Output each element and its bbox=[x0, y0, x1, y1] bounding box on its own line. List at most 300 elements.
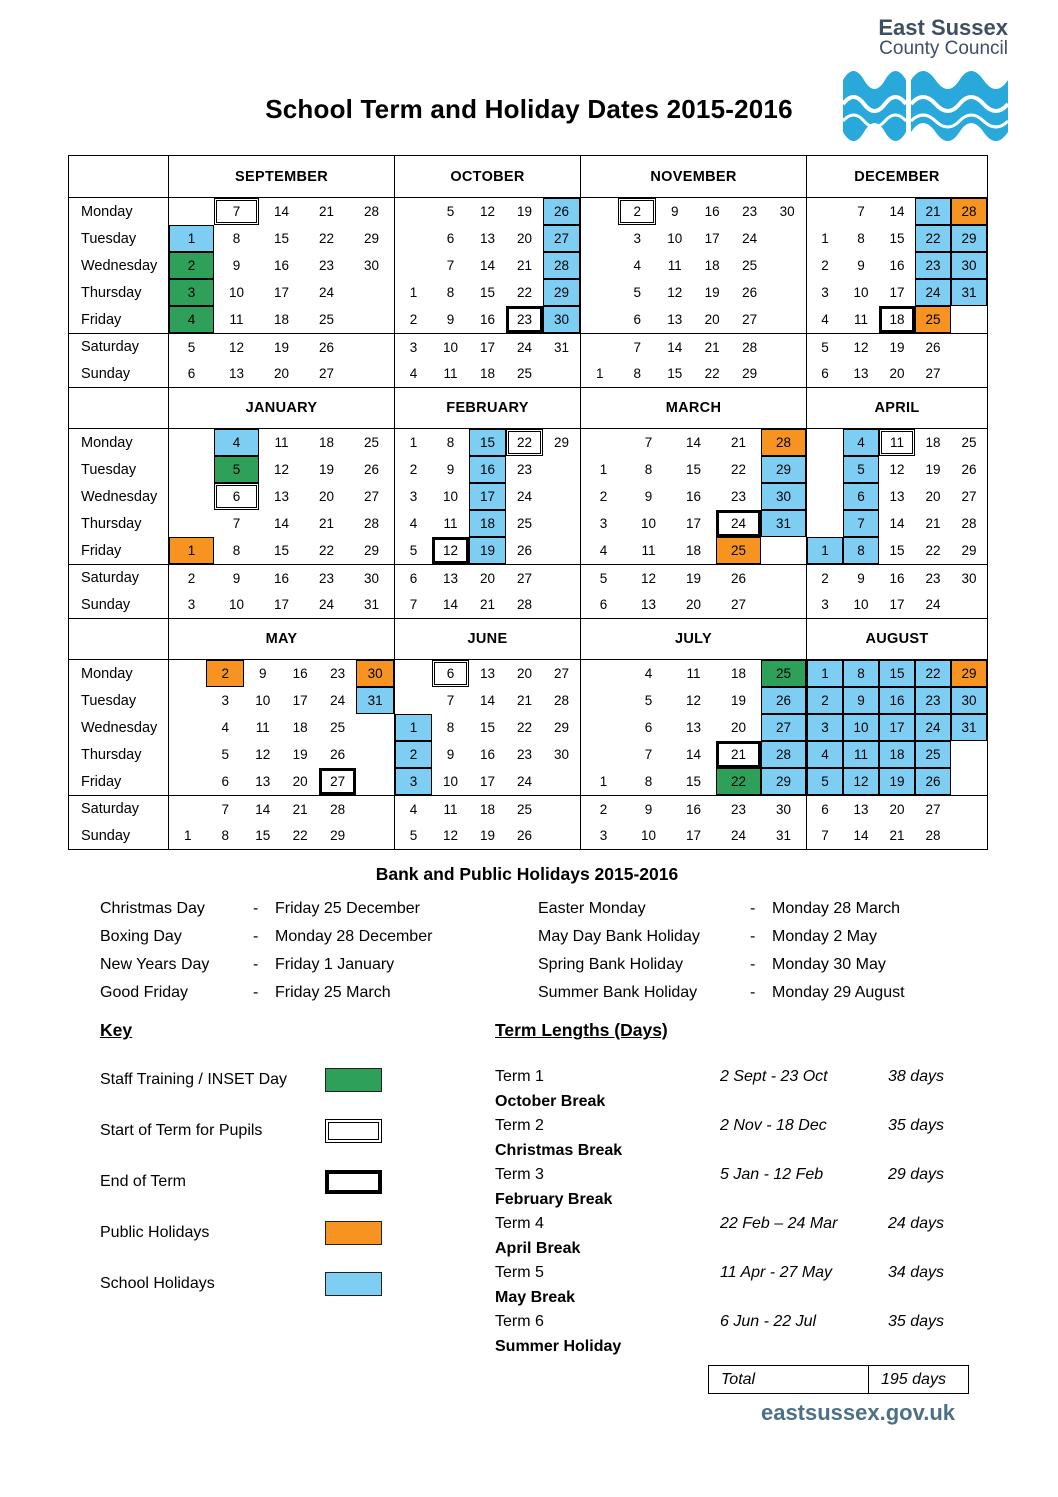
month-week-cells bbox=[581, 565, 807, 591]
calendar-day: 30 bbox=[356, 660, 393, 687]
calendar-day: 18 bbox=[479, 801, 496, 817]
calendar-day: 7 bbox=[232, 516, 241, 531]
calendar-day: 10 bbox=[853, 285, 869, 300]
key-item bbox=[100, 1067, 440, 1093]
calendar-day: 10 bbox=[667, 231, 683, 246]
calendar-day: 29 bbox=[742, 366, 758, 381]
calendar-day: 24 bbox=[730, 828, 747, 843]
month-week-cells bbox=[581, 687, 807, 714]
bank-holiday-name: Christmas Day bbox=[100, 900, 205, 917]
calendar-day: 8 bbox=[446, 285, 455, 300]
school-holiday-swatch bbox=[325, 1272, 382, 1296]
calendar-day: 24 bbox=[716, 510, 761, 537]
footer-url[interactable]: eastsussex.gov.uk bbox=[760, 1400, 955, 1425]
calendar-day-empty bbox=[807, 483, 843, 510]
calendar-day: 3 bbox=[821, 285, 829, 300]
calendar-day: 7 bbox=[221, 801, 229, 817]
calendar-day: 17 bbox=[273, 597, 290, 612]
calendar-day: 30 bbox=[363, 570, 380, 586]
bank-holiday-date: Monday 2 May bbox=[772, 928, 877, 945]
calendar-day-empty bbox=[768, 279, 805, 306]
calendar-day-empty bbox=[581, 714, 626, 741]
calendar-day-empty bbox=[543, 360, 580, 387]
calendar-day: 20 bbox=[925, 489, 941, 504]
calendar-day: 23 bbox=[318, 570, 335, 586]
calendar-day: 17 bbox=[685, 516, 702, 531]
calendar-day: 4 bbox=[409, 366, 418, 381]
calendar-day-empty bbox=[356, 768, 393, 795]
calendar-day: 14 bbox=[273, 204, 290, 219]
bank-holiday-row bbox=[538, 895, 986, 923]
day-row-label: Wednesday bbox=[69, 252, 169, 279]
calendar-day: 30 bbox=[553, 747, 570, 762]
day-row-label: Saturday bbox=[69, 334, 169, 360]
calendar-row bbox=[69, 822, 987, 849]
calendar-day: 19 bbox=[469, 537, 506, 564]
calendar-day-empty bbox=[768, 306, 805, 333]
month-week-cells bbox=[807, 687, 987, 714]
calendar-day: 1 bbox=[807, 660, 843, 687]
month-week-cells bbox=[581, 768, 807, 795]
month-week-cells bbox=[581, 483, 807, 510]
term-row bbox=[495, 1065, 975, 1090]
calendar-day: 25 bbox=[318, 312, 335, 327]
calendar-day: 7 bbox=[857, 204, 865, 219]
calendar-day-empty bbox=[169, 741, 206, 768]
calendar-day: 18 bbox=[273, 312, 290, 327]
calendar-day: 29 bbox=[330, 828, 346, 843]
calendar-row bbox=[69, 591, 987, 618]
calendar-day: 5 bbox=[446, 204, 455, 219]
calendar-day: 19 bbox=[479, 828, 496, 843]
month-week-cells bbox=[807, 591, 987, 618]
calendar-day: 23 bbox=[915, 687, 951, 714]
calendar-day: 2 bbox=[409, 462, 418, 477]
bank-holiday-name: Spring Bank Holiday bbox=[538, 956, 683, 973]
month-week-cells bbox=[395, 687, 581, 714]
calendar-day: 22 bbox=[318, 543, 335, 558]
month-week-cells bbox=[169, 796, 395, 822]
calendar-day: 25 bbox=[742, 258, 758, 273]
calendar-day: 3 bbox=[395, 768, 432, 795]
calendar-day: 10 bbox=[442, 774, 459, 789]
calendar-day: 19 bbox=[318, 462, 335, 477]
calendar-day: 22 bbox=[506, 429, 543, 456]
calendar-row bbox=[69, 456, 987, 483]
calendar-day: 23 bbox=[742, 204, 758, 219]
term-day-count: 34 days bbox=[888, 1264, 945, 1282]
calendar-row bbox=[69, 279, 987, 306]
calendar-day: 8 bbox=[857, 231, 865, 246]
key-item-label: School Holidays bbox=[100, 1275, 215, 1292]
calendar-day-empty bbox=[807, 429, 843, 456]
month-week-cells bbox=[581, 306, 807, 333]
calendar-day: 6 bbox=[843, 483, 879, 510]
term-date-range: 5 Jan - 12 Feb bbox=[720, 1166, 824, 1184]
calendar-day: 14 bbox=[889, 204, 905, 219]
calendar-day: 3 bbox=[821, 597, 829, 612]
month-week-cells bbox=[169, 306, 395, 333]
calendar-day: 15 bbox=[479, 720, 496, 735]
bank-holidays-left-column bbox=[100, 895, 506, 1007]
bank-holiday-name: Good Friday bbox=[100, 984, 189, 1001]
calendar-day: 14 bbox=[685, 747, 702, 762]
month-week-cells bbox=[169, 537, 395, 564]
bank-holiday-row bbox=[100, 923, 506, 951]
logo-name-line1: East Sussex bbox=[878, 15, 1008, 40]
calendar-day: 10 bbox=[853, 597, 869, 612]
calendar-day: 21 bbox=[292, 801, 308, 817]
key-item bbox=[100, 1118, 440, 1144]
month-week-cells bbox=[807, 660, 987, 687]
calendar-day: 11 bbox=[879, 429, 915, 456]
calendar-day: 23 bbox=[330, 666, 346, 681]
calendar-day: 19 bbox=[730, 693, 747, 708]
calendar-group-header bbox=[69, 618, 987, 660]
calendar-day: 13 bbox=[273, 489, 290, 504]
calendar-day: 16 bbox=[704, 204, 720, 219]
calendar-day: 11 bbox=[255, 720, 270, 735]
calendar-day: 12 bbox=[889, 462, 905, 477]
month-week-cells bbox=[169, 429, 395, 456]
calendar-day: 25 bbox=[516, 801, 533, 817]
calendar-day: 29 bbox=[543, 279, 580, 306]
day-row-label: Friday bbox=[69, 537, 169, 564]
calendar-day: 27 bbox=[742, 312, 758, 327]
calendar-day: 15 bbox=[469, 429, 506, 456]
calendar-row bbox=[69, 537, 987, 564]
calendar-day: 19 bbox=[685, 570, 702, 586]
calendar-day: 15 bbox=[273, 231, 290, 246]
key-item bbox=[100, 1220, 440, 1246]
term-date-range: 6 Jun - 22 Jul bbox=[720, 1313, 817, 1331]
month-week-cells bbox=[169, 565, 395, 591]
month-week-cells bbox=[581, 225, 807, 252]
calendar-day: 25 bbox=[330, 720, 346, 735]
calendar-day: 31 bbox=[775, 828, 792, 843]
term-lengths-rows bbox=[495, 1065, 975, 1359]
calendar-day: 14 bbox=[853, 828, 869, 843]
month-week-cells bbox=[169, 768, 395, 795]
calendar-day: 24 bbox=[915, 714, 951, 741]
calendar-day: 4 bbox=[843, 429, 879, 456]
calendar-day: 1 bbox=[169, 537, 214, 564]
calendar-row bbox=[69, 768, 987, 795]
calendar-day: 30 bbox=[761, 483, 806, 510]
calendar-day: 4 bbox=[409, 801, 418, 817]
calendar-day: 19 bbox=[925, 462, 941, 477]
calendar-day: 14 bbox=[255, 801, 271, 817]
calendar-day: 21 bbox=[318, 516, 335, 531]
calendar-day: 19 bbox=[889, 339, 905, 355]
calendar-day: 27 bbox=[925, 366, 941, 381]
calendar-day: 25 bbox=[915, 306, 951, 333]
calendar-day: 15 bbox=[879, 660, 915, 687]
calendar-day: 31 bbox=[356, 687, 393, 714]
bank-holiday-date: Monday 29 August bbox=[772, 984, 905, 1001]
month-week-cells bbox=[807, 510, 987, 537]
month-week-cells bbox=[169, 714, 395, 741]
key-items bbox=[100, 1067, 440, 1297]
month-week-cells bbox=[169, 510, 395, 537]
calendar-day: 27 bbox=[961, 489, 977, 504]
calendar-day: 1 bbox=[169, 225, 214, 252]
calendar-day: 19 bbox=[704, 285, 720, 300]
calendar-day-empty bbox=[395, 198, 432, 225]
calendar-day: 16 bbox=[479, 747, 496, 762]
calendar-day: 29 bbox=[951, 660, 987, 687]
month-week-cells bbox=[169, 334, 395, 360]
day-row-label: Tuesday bbox=[69, 687, 169, 714]
calendar-day: 11 bbox=[843, 741, 879, 768]
month-week-cells bbox=[395, 537, 581, 564]
day-row-label: Friday bbox=[69, 768, 169, 795]
calendar-row bbox=[69, 252, 987, 279]
calendar-day-empty bbox=[356, 741, 393, 768]
calendar-day: 24 bbox=[742, 231, 758, 246]
calendar-day: 26 bbox=[516, 543, 533, 558]
calendar-day: 2 bbox=[395, 741, 432, 768]
term-day-count: 35 days bbox=[888, 1117, 945, 1135]
month-week-cells bbox=[395, 768, 581, 795]
calendar-row bbox=[69, 714, 987, 741]
calendar-day: 22 bbox=[730, 462, 747, 477]
bank-holiday-row bbox=[538, 979, 986, 1007]
bank-holiday-separator: - bbox=[253, 900, 259, 917]
calendar-day: 1 bbox=[409, 285, 418, 300]
calendar-day: 10 bbox=[442, 339, 459, 355]
calendar-day: 28 bbox=[951, 198, 987, 225]
calendar-day: 30 bbox=[951, 687, 987, 714]
calendar-day: 9 bbox=[644, 489, 653, 504]
calendar-day: 21 bbox=[925, 516, 941, 531]
calendar-day: 13 bbox=[479, 231, 496, 246]
term-row bbox=[495, 1163, 975, 1188]
calendar-day-empty bbox=[807, 510, 843, 537]
calendar-day-empty bbox=[169, 456, 214, 483]
month-week-cells bbox=[807, 714, 987, 741]
calendar-day-empty bbox=[581, 306, 618, 333]
calendar-day-empty bbox=[349, 360, 394, 387]
calendar-day: 4 bbox=[409, 516, 418, 531]
calendar-day: 1 bbox=[599, 462, 608, 477]
calendar-day-empty bbox=[395, 252, 432, 279]
start-of-term-swatch bbox=[325, 1119, 382, 1143]
term-name: Term 5 bbox=[495, 1264, 544, 1282]
day-row-label: Monday bbox=[69, 429, 169, 456]
calendar-day: 27 bbox=[319, 768, 356, 795]
logo-name-line2: County Council bbox=[879, 38, 1008, 60]
bank-holiday-date: Friday 25 March bbox=[275, 984, 391, 1001]
calendar-day: 6 bbox=[432, 660, 469, 687]
month-week-cells bbox=[169, 279, 395, 306]
calendar-day: 17 bbox=[479, 774, 496, 789]
calendar-day: 21 bbox=[479, 597, 496, 612]
calendar-day: 18 bbox=[879, 741, 915, 768]
bank-holiday-date: Monday 28 December bbox=[275, 928, 433, 945]
calendar-day: 18 bbox=[730, 666, 747, 681]
calendar-day: 12 bbox=[853, 339, 869, 355]
calendar-day: 22 bbox=[516, 720, 533, 735]
month-week-cells bbox=[395, 279, 581, 306]
calendar-day-empty bbox=[543, 796, 580, 822]
calendar-day: 7 bbox=[409, 597, 418, 612]
calendar-day: 21 bbox=[516, 693, 533, 708]
key-heading: Key bbox=[100, 1020, 133, 1040]
month-week-cells bbox=[581, 741, 807, 768]
calendar-day: 7 bbox=[446, 258, 455, 273]
calendar-day-empty bbox=[581, 252, 618, 279]
calendar-day: 12 bbox=[667, 285, 683, 300]
calendar-day: 26 bbox=[318, 339, 335, 355]
month-week-cells bbox=[807, 796, 987, 822]
calendar-day: 28 bbox=[553, 693, 570, 708]
month-week-cells bbox=[581, 252, 807, 279]
calendar-day: 3 bbox=[409, 489, 418, 504]
calendar-day-empty bbox=[169, 714, 206, 741]
calendar-day-empty bbox=[951, 591, 987, 618]
key-item bbox=[100, 1169, 440, 1195]
calendar-row bbox=[69, 333, 987, 360]
calendar-day: 31 bbox=[951, 279, 987, 306]
break-row: Summer Holiday bbox=[495, 1337, 622, 1355]
calendar-day: 14 bbox=[442, 597, 459, 612]
calendar-row bbox=[69, 429, 987, 456]
calendar-day: 10 bbox=[228, 597, 245, 612]
calendar-day: 20 bbox=[889, 801, 905, 817]
calendar-day-empty bbox=[581, 279, 618, 306]
calendar-day: 23 bbox=[516, 747, 533, 762]
calendar-day-empty bbox=[543, 456, 580, 483]
calendar-day: 5 bbox=[409, 543, 418, 558]
term-name: Term 3 bbox=[495, 1166, 544, 1184]
calendar-day: 7 bbox=[644, 435, 653, 450]
day-column-spacer bbox=[69, 619, 169, 659]
bank-holiday-row bbox=[100, 895, 506, 923]
calendar-day: 11 bbox=[229, 312, 244, 327]
calendar-day: 23 bbox=[925, 570, 941, 586]
calendar-day: 28 bbox=[330, 801, 346, 817]
calendar-day: 21 bbox=[704, 339, 720, 355]
calendar-day: 6 bbox=[187, 366, 196, 381]
day-row-label: Tuesday bbox=[69, 225, 169, 252]
key-item-label: Start of Term for Pupils bbox=[100, 1122, 263, 1139]
term-day-count: 35 days bbox=[888, 1313, 945, 1331]
calendar-day: 19 bbox=[516, 204, 533, 219]
month-week-cells bbox=[807, 225, 987, 252]
month-week-cells bbox=[581, 360, 807, 387]
calendar-day: 25 bbox=[961, 435, 977, 450]
month-week-cells bbox=[581, 796, 807, 822]
calendar-day: 5 bbox=[644, 693, 653, 708]
calendar-day: 8 bbox=[843, 660, 879, 687]
month-week-cells bbox=[395, 660, 581, 687]
calendar-day: 20 bbox=[704, 312, 720, 327]
calendar-day-empty bbox=[581, 225, 618, 252]
calendar-day: 22 bbox=[704, 366, 720, 381]
month-week-cells bbox=[581, 429, 807, 456]
calendar-day: 23 bbox=[730, 801, 747, 817]
calendar-day: 27 bbox=[516, 570, 533, 586]
month-week-cells bbox=[807, 456, 987, 483]
month-header: JANUARY bbox=[169, 388, 395, 428]
calendar-day-empty bbox=[581, 687, 626, 714]
day-row-label: Saturday bbox=[69, 796, 169, 822]
calendar-day: 10 bbox=[843, 714, 879, 741]
calendar-day-empty bbox=[951, 768, 987, 795]
inset-swatch bbox=[325, 1068, 382, 1092]
day-row-label: Sunday bbox=[69, 360, 169, 387]
term-row bbox=[495, 1310, 975, 1335]
calendar-day: 2 bbox=[807, 687, 843, 714]
calendar-day: 26 bbox=[330, 747, 346, 762]
calendar-day: 12 bbox=[432, 537, 469, 564]
calendar-day: 11 bbox=[641, 543, 656, 558]
calendar-day: 6 bbox=[446, 231, 455, 246]
month-header: DECEMBER bbox=[854, 168, 940, 185]
month-week-cells bbox=[169, 687, 395, 714]
calendar-day-empty bbox=[951, 822, 987, 849]
calendar-day: 8 bbox=[446, 720, 455, 735]
month-week-cells bbox=[807, 822, 987, 849]
calendar-day: 15 bbox=[889, 543, 905, 558]
calendar-day: 5 bbox=[187, 339, 196, 355]
calendar-day: 8 bbox=[221, 828, 229, 843]
calendar-day: 2 bbox=[206, 660, 243, 687]
calendar-day: 30 bbox=[775, 801, 792, 817]
calendar-day: 16 bbox=[879, 687, 915, 714]
month-week-cells bbox=[581, 279, 807, 306]
calendar-day: 1 bbox=[807, 537, 843, 564]
day-column-spacer bbox=[69, 156, 169, 197]
calendar-day: 24 bbox=[330, 693, 346, 708]
bank-holiday-separator: - bbox=[750, 900, 756, 917]
calendar-day-empty bbox=[951, 334, 987, 360]
bank-holiday-separator: - bbox=[253, 984, 259, 1001]
calendar-day: 29 bbox=[961, 543, 977, 558]
calendar-day: 31 bbox=[761, 510, 806, 537]
bank-holiday-separator: - bbox=[750, 928, 756, 945]
calendar-day: 21 bbox=[716, 741, 761, 768]
calendar-day: 25 bbox=[516, 516, 533, 531]
calendar-day: 17 bbox=[704, 231, 720, 246]
calendar-day-empty bbox=[543, 565, 580, 591]
month-week-cells bbox=[169, 225, 395, 252]
calendar-day: 27 bbox=[761, 714, 806, 741]
calendar-day: 9 bbox=[857, 570, 865, 586]
calendar-day: 5 bbox=[807, 768, 843, 795]
calendar-day: 12 bbox=[228, 339, 245, 355]
calendar-day-empty bbox=[761, 591, 806, 618]
calendar-day-empty bbox=[395, 225, 432, 252]
month-week-cells bbox=[807, 565, 987, 591]
calendar-day: 8 bbox=[232, 543, 241, 558]
calendar-day: 13 bbox=[442, 570, 459, 586]
calendar-day: 30 bbox=[363, 258, 380, 273]
day-row-label: Friday bbox=[69, 306, 169, 333]
month-week-cells bbox=[807, 334, 987, 360]
day-row-label: Sunday bbox=[69, 822, 169, 849]
calendar-day: 20 bbox=[685, 597, 702, 612]
month-week-cells bbox=[169, 483, 395, 510]
day-row-label: Thursday bbox=[69, 279, 169, 306]
calendar-day: 13 bbox=[640, 597, 657, 612]
month-week-cells bbox=[169, 822, 395, 849]
calendar-day: 10 bbox=[640, 516, 657, 531]
term-date-range: 2 Nov - 18 Dec bbox=[720, 1117, 827, 1135]
calendar-day: 26 bbox=[363, 462, 380, 477]
term-name: Term 6 bbox=[495, 1313, 544, 1331]
